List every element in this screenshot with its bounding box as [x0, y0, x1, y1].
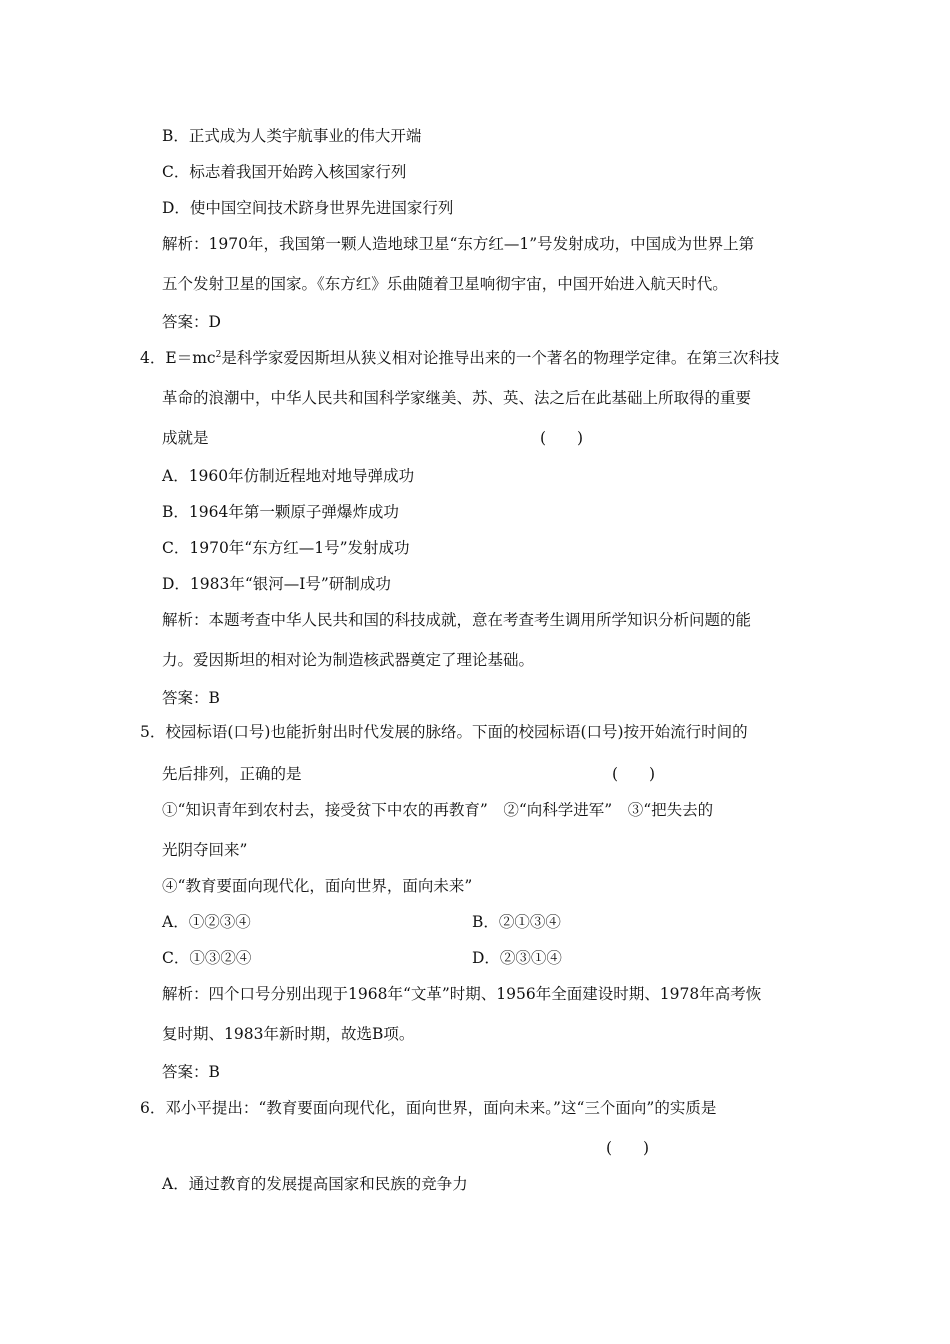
q4-option-d: D．1983年“银河—Ⅰ号”研制成功 — [162, 575, 391, 593]
q4-stem-line: 革命的浪潮中，中华人民共和国科学家继美、苏、英、法之后在此基础上所取得的重要 — [162, 389, 752, 407]
q3-option-d: D．使中国空间技术跻身世界先进国家行列 — [162, 199, 454, 217]
q4-answer: 答案：B — [162, 689, 220, 707]
q5-options-row — [162, 948, 862, 968]
q5-analysis-line: 复时期、1983年新时期，故选B项。 — [162, 1025, 415, 1043]
q4-number: 4． — [140, 349, 166, 367]
q3-analysis-line: 解析：1970年，我国第一颗人造地球卫星“东方红—1”号发射成功，中国成为世界上第 — [162, 235, 755, 253]
q4-stem-line: 4．$E=mc^2$是科学家爱因斯坦从狭义相对论推导出来的一个著名的物理学定律。在第三次科技 — [140, 349, 780, 367]
q4-analysis-line: 力。爱因斯坦的相对论为制造核武器奠定了理论基础。 — [162, 651, 535, 669]
q5-stem-line: 先后排列，正确的是 — [162, 765, 302, 783]
q5-items-line: ④“教育要面向现代化，面向世界，面向未来” — [162, 877, 473, 895]
q5-option-a: A．①②③④ — [162, 913, 251, 931]
q4-formula: $E=mc^2$ — [165, 349, 222, 367]
q5-option-b: B．②①③④ — [472, 913, 561, 931]
q5-options-row — [162, 912, 862, 932]
q5-analysis-line: 解析：四个口号分别出现于1968年“文革”时期、1956年全面建设时期、1978年高考恢 — [162, 985, 762, 1003]
q5-items-line: ①“知识青年到农村去，接受贫下中农的再教育” ②“向科学进军” ③“把失去的 — [162, 801, 714, 819]
q5-stem-line: 5．校园标语(口号)也能折射出时代发展的脉络。下面的校园标语(口号)按开始流行时间的 — [140, 723, 748, 741]
q5-option-c: C．①③②④ — [162, 949, 252, 967]
q6-stem-line: 6．邓小平提出：“教育要面向现代化，面向世界，面向未来。”这“三个面向”的实质是 — [140, 1099, 717, 1117]
q3-option-b: B．正式成为人类宇航事业的伟大开端 — [162, 127, 422, 145]
q5-number: 5． — [140, 723, 166, 741]
q4-answer-blank: ( ) — [540, 429, 584, 447]
q5-option-d: D．②③①④ — [472, 949, 562, 967]
q4-option-a: A．1960年仿制近程地对地导弹成功 — [162, 467, 415, 485]
q4-option-c: C．1970年“东方红—1号”发射成功 — [162, 539, 410, 557]
q4-stem-line: 成就是 — [162, 429, 209, 447]
q6-number: 6． — [140, 1099, 166, 1117]
q4-formula-exponent: 2 — [215, 350, 222, 360]
q3-option-c: C．标志着我国开始跨入核国家行列 — [162, 163, 407, 181]
q4-analysis-line: 解析：本题考查中华人民共和国的科技成就，意在考查考生调用所学知识分析问题的能 — [162, 611, 752, 629]
q5-items-line: 光阴夺回来” — [162, 841, 248, 859]
q6-option-a: A．通过教育的发展提高国家和民族的竞争力 — [162, 1175, 468, 1193]
q3-analysis-line: 五个发射卫星的国家。《东方红》乐曲随着卫星响彻宇宙，中国开始进入航天时代。 — [162, 275, 728, 293]
q6-answer-blank: ( ) — [606, 1139, 650, 1157]
q5-answer-blank: ( ) — [612, 765, 656, 783]
q4-option-b: B．1964年第一颗原子弹爆炸成功 — [162, 503, 399, 521]
q3-answer: 答案：D — [162, 313, 221, 331]
q5-answer: 答案：B — [162, 1063, 220, 1081]
